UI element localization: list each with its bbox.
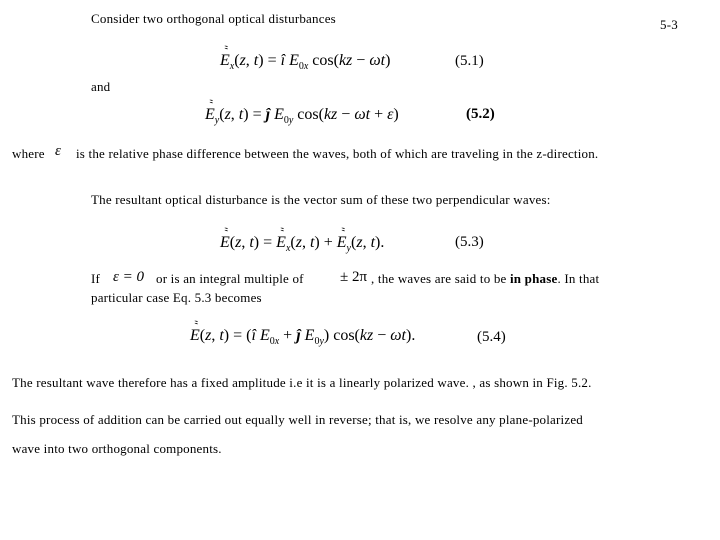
if-prefix: If bbox=[91, 271, 101, 286]
eq4-number: (5.4) bbox=[477, 329, 506, 345]
multiple-symbol: ± 2π bbox=[340, 269, 368, 285]
resultant-wave-text: The resultant wave therefore has a fixed amplitude i.e it is a linearly polarized wave. , as shown in Fig. 5.2. bbox=[12, 375, 592, 390]
eq2-number: (5.2) bbox=[466, 106, 495, 122]
equation-5-2 bbox=[205, 106, 399, 126]
eq3-number: (5.3) bbox=[455, 234, 484, 250]
reverse-line-2: wave into two orthogonal components. bbox=[12, 441, 222, 456]
epsilon-symbol: ε bbox=[55, 143, 61, 159]
and-text: and bbox=[91, 79, 111, 94]
eq1-number: (5.1) bbox=[455, 53, 484, 69]
if-text-2: or is an integral multiple of bbox=[156, 271, 304, 286]
equation-5-1 bbox=[220, 52, 390, 72]
in-phase-bold: in phase bbox=[509, 271, 558, 286]
equation-5-3 bbox=[220, 234, 384, 254]
eq2-formula: ″ $E_y(z$, t) = ĵ $E_{0y}$ cos(kz − ωt + ε) bbox=[205, 106, 399, 123]
eq1-formula: ″ $E_x(z$, t) = î $E_{0x}$ cos(kz − ωt) bbox=[220, 52, 390, 69]
reverse-line-1: This process of addition can be carried out equally well in reverse; that is, we resolve any plane-polarized bbox=[12, 412, 584, 427]
phase-condition: ε = 0 bbox=[113, 269, 145, 285]
where-text: is the relative phase difference between the waves, both of which are traveling in the z-direction. bbox=[76, 146, 599, 161]
eq4-formula: ″ E(z, t) = (î $E_{0x}$ + ĵ $E_{0y}$) cos(kz − ωt). bbox=[190, 327, 415, 344]
resultant-intro: The resultant optical disturbance is the vector sum of these two perpendicular waves: bbox=[91, 192, 551, 207]
page-number: 5-3 bbox=[660, 17, 678, 32]
equation-5-4 bbox=[190, 327, 415, 347]
intro-text: Consider two orthogonal optical disturbances bbox=[91, 11, 336, 26]
if-text-3 bbox=[371, 271, 599, 287]
if-text-3a: , the waves are said to be bbox=[371, 271, 507, 286]
particular-case: particular case Eq. 5.3 becomes bbox=[91, 290, 262, 305]
if-text-4: . In that bbox=[557, 271, 600, 286]
eq3-formula: ″ E(z, t) = ″ $E_x(z$, t) + ″ $E_y(z$, t). bbox=[220, 234, 384, 251]
where-prefix: where bbox=[12, 146, 45, 161]
